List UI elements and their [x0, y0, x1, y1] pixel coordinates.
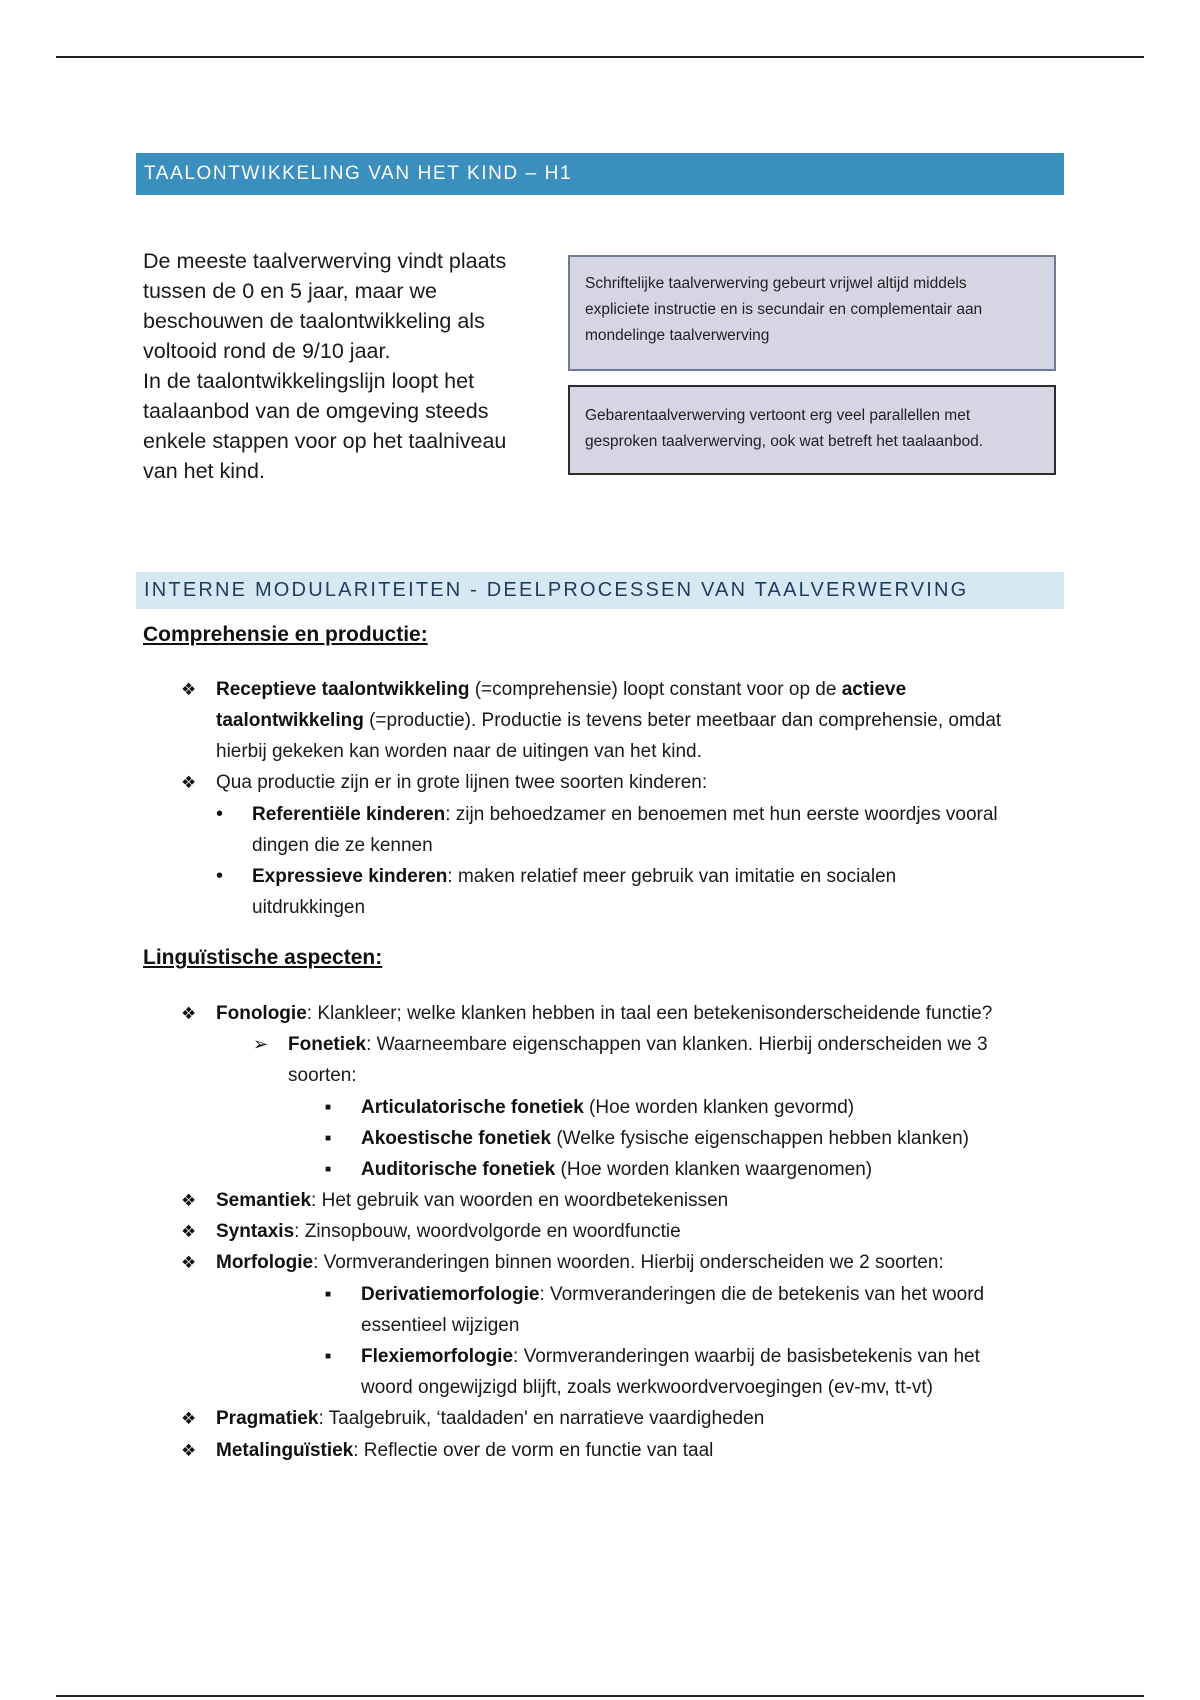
intro-line: taalaanbod van de omgeving steeds — [143, 399, 489, 423]
list-item: Qua productie zijn er in grote lijnen twee soorten kinderen: — [216, 772, 708, 793]
item-text: (Hoe worden klanken gevormd) — [583, 1097, 855, 1118]
item-text: : Zinsopbouw, woordvolgorde en woordfunctie — [294, 1221, 681, 1242]
callout-written-acquisition — [568, 255, 1056, 371]
term: Pragmatiek — [216, 1408, 319, 1429]
term: Expressieve kinderen — [252, 866, 448, 887]
chapter-title-banner: TAALONTWIKKELING VAN HET KIND – H1 — [136, 153, 1064, 195]
intro-line: enkele stappen voor op het taalniveau — [143, 429, 507, 453]
item-text: : Taalgebruik, ‘taaldaden' en narratieve vaardigheden — [318, 1408, 765, 1429]
item-text: : Vormveranderingen binnen woorden. Hierbij onderscheiden we 2 soorten: — [313, 1252, 944, 1273]
top-rule — [56, 56, 1144, 58]
term: Syntaxis — [216, 1221, 295, 1242]
item-text: : Klankleer; welke klanken hebben in taal een betekenisonderscheidende functie? — [306, 1003, 993, 1024]
list-item-continued: soorten: — [288, 1065, 357, 1086]
term: Akoestische fonetiek — [361, 1128, 552, 1149]
item-text: (Welke fysische eigenschappen hebben klanken) — [551, 1128, 969, 1149]
diamond-bullet-icon: ❖ — [181, 1441, 197, 1460]
term: Referentiële kinderen — [252, 804, 446, 825]
list-item-continued: uitdrukkingen — [252, 897, 366, 918]
intro-line: voltooid rond de 9/10 jaar. — [143, 339, 391, 363]
list-item-continued: hierbij gekeken kan worden naar de uitingen van het kind. — [216, 741, 702, 762]
square-bullet-icon: ■ — [325, 1133, 332, 1144]
list-item — [216, 1185, 728, 1216]
list-item — [216, 1403, 764, 1434]
term: actieve — [841, 679, 907, 700]
list-item — [361, 1123, 969, 1154]
callout-line: expliciete instructie en is secundair en complementair aan — [585, 301, 983, 318]
list-item — [252, 799, 998, 830]
dot-bullet-icon: • — [216, 865, 224, 887]
item-text: : Reflectie over de vorm en functie van taal — [353, 1440, 714, 1461]
intro-line: tussen de 0 en 5 jaar, maar we — [143, 279, 438, 303]
item-text: (=comprehensie) loopt constant voor op de — [469, 679, 842, 700]
list-item — [361, 1341, 980, 1372]
list-item — [216, 1435, 713, 1466]
section-title-banner: INTERNE MODULARITEITEN - DEELPROCESSEN VAN TAALVERWERVING — [136, 572, 1064, 609]
square-bullet-icon: ■ — [325, 1164, 332, 1175]
callout-line: mondelinge taalverwerving — [585, 327, 770, 344]
term: Semantiek — [216, 1190, 312, 1211]
intro-line: beschouwen de taalontwikkeling als — [143, 309, 485, 333]
list-item — [361, 1279, 984, 1310]
list-item — [216, 1216, 681, 1247]
item-text: : Vormveranderingen waarbij de basisbetekenis van het — [513, 1346, 980, 1367]
callout-line: gesproken taalverwerving, ook wat betreft het taalaanbod. — [585, 433, 984, 450]
diamond-bullet-icon: ❖ — [181, 1409, 197, 1428]
diamond-bullet-icon: ❖ — [181, 1004, 197, 1023]
term: Morfologie — [216, 1252, 314, 1273]
intro-line: van het kind. — [143, 459, 265, 483]
list-item — [361, 1154, 872, 1185]
term: Fonetiek — [288, 1034, 367, 1055]
bottom-rule — [56, 1695, 1144, 1697]
item-text: (=productie). Productie is tevens beter meetbaar dan comprehensie, omdat — [363, 710, 1002, 731]
item-text: (Hoe worden klanken waargenomen) — [555, 1159, 873, 1180]
callout-line: Gebarentaalverwerving vertoont erg veel parallellen met — [585, 407, 971, 424]
intro-line: De meeste taalverwerving vindt plaats — [143, 249, 507, 273]
diamond-bullet-icon: ❖ — [181, 1191, 197, 1210]
term: Derivatiemorfologie — [361, 1284, 540, 1305]
diamond-bullet-icon: ❖ — [181, 680, 197, 699]
list-item — [361, 1092, 854, 1123]
item-text: : Waarneembare eigenschappen van klanken. Hierbij onderscheiden we 3 — [366, 1034, 988, 1055]
diamond-bullet-icon: ❖ — [181, 1222, 197, 1241]
list-item — [288, 1029, 988, 1060]
term: Flexiemorfologie — [361, 1346, 514, 1367]
diamond-bullet-icon: ❖ — [181, 773, 197, 792]
diamond-bullet-icon: ❖ — [181, 1253, 197, 1272]
list-item — [216, 674, 906, 705]
arrow-bullet-icon: ➢ — [253, 1034, 269, 1054]
term: Articulatorische fonetiek — [361, 1097, 584, 1118]
list-item-continued: essentieel wijzigen — [361, 1315, 520, 1336]
list-item-continued: dingen die ze kennen — [252, 835, 433, 856]
square-bullet-icon: ■ — [325, 1351, 332, 1362]
list-item — [216, 998, 992, 1029]
item-text: : Het gebruik van woorden en woordbetekenissen — [311, 1190, 729, 1211]
square-bullet-icon: ■ — [325, 1102, 332, 1113]
term: Auditorische fonetiek — [361, 1159, 556, 1180]
comprehension-heading: Comprehensie en productie: — [143, 623, 428, 646]
list-item — [252, 861, 896, 892]
list-item — [216, 1247, 944, 1278]
square-bullet-icon: ■ — [325, 1289, 332, 1300]
term: Receptieve taalontwikkeling — [216, 679, 470, 700]
term: taalontwikkeling — [216, 710, 364, 731]
list-item-continued: woord ongewijzigd blijft, zoals werkwoordvervoegingen (ev-mv, tt-vt) — [361, 1377, 933, 1398]
intro-paragraph — [143, 246, 543, 486]
callout-sign-language — [568, 385, 1056, 475]
item-text: : maken relatief meer gebruik van imitatie en socialen — [447, 866, 897, 887]
intro-line: In de taalontwikkelingslijn loopt het — [143, 369, 475, 393]
callout-line: Schriftelijke taalverwerving gebeurt vrijwel altijd middels — [585, 275, 967, 292]
item-text: : zijn behoedzamer en benoemen met hun eerste woordjes vooral — [445, 804, 998, 825]
dot-bullet-icon: • — [216, 803, 224, 825]
term: Fonologie — [216, 1003, 307, 1024]
term: Metalinguïstiek — [216, 1440, 354, 1461]
list-item-continued — [216, 705, 1001, 736]
linguistic-heading: Linguïstische aspecten: — [143, 946, 383, 969]
item-text: : Vormveranderingen die de betekenis van het woord — [539, 1284, 985, 1305]
